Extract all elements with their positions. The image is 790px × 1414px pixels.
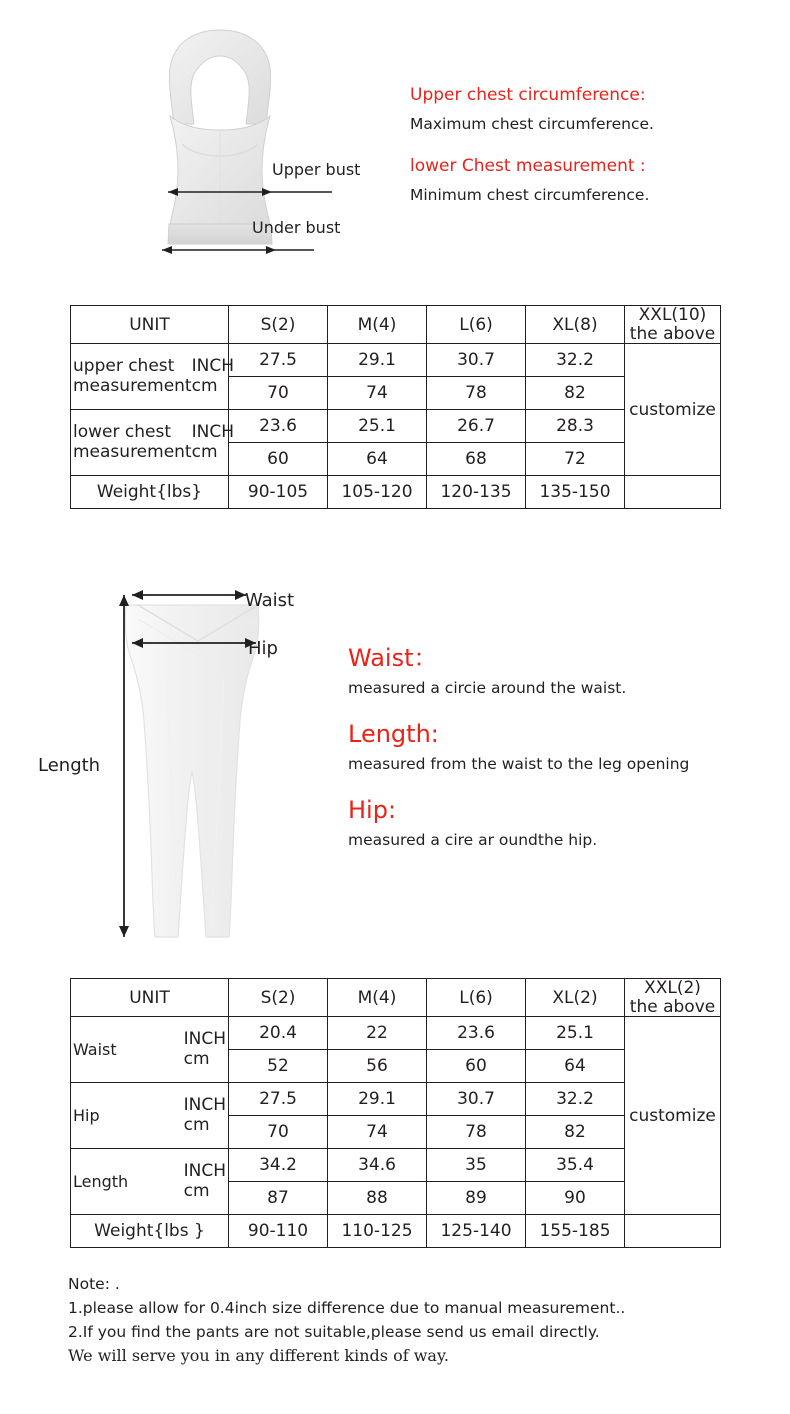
bottom-size-table [70,978,721,1248]
length-unit-cm: cm [183,1180,210,1201]
row-label-lower-chest [71,410,234,476]
upper-chest-label-sub: measurement [73,375,192,396]
waist-cm-xl: 64 [526,1050,625,1083]
col-header-xxl-bottom [625,979,721,1017]
top-size-table [70,305,721,509]
length-label-main: Length [73,1171,129,1191]
upper-bust-label: Upper bust [272,160,361,179]
weight-l-bottom: 125-140 [427,1215,526,1248]
upper-chest-inch-s: 27.5 [229,344,328,377]
lower-chest-cm-l: 68 [427,443,526,476]
col-header-l: L(6) [427,306,526,344]
weight-xxl-top-empty [625,476,721,509]
row-label-upper-chest [71,344,234,410]
length-unit-inch: INCH [183,1161,226,1182]
lower-chest-body: Minimum chest circumference. [410,186,650,205]
note-heading: Note: . [68,1275,120,1293]
table-row [71,476,721,509]
length-cm-xl: 90 [526,1182,625,1215]
length-cm-l: 89 [427,1182,526,1215]
table-row [71,410,721,443]
lower-chest-inch-xl: 28.3 [526,410,625,443]
table-row [71,979,721,1017]
under-bust-arrow [162,246,314,254]
lower-chest-label-sub: measurement [73,441,192,462]
unit-header: UNIT [71,306,229,344]
upper-chest-cm-xl: 82 [526,377,625,410]
waist-body: measured a circie around the waist. [348,678,627,697]
table-row [71,344,721,377]
sports-bra-illustration [70,20,370,280]
hip-cm-xl: 82 [526,1116,625,1149]
lower-chest-unit-inch: INCH [191,422,234,443]
lower-chest-inch-s: 23.6 [229,410,328,443]
table-row [71,1017,721,1050]
length-label: Length [38,755,101,776]
hip-cm-s: 70 [229,1116,328,1149]
lower-chest-cm-m: 64 [328,443,427,476]
table-row [71,1215,721,1248]
xxl-line2: the above [629,323,716,344]
length-body: measured from the waist to the leg opening [348,754,690,773]
table-row [71,1083,721,1116]
xxl-line1-bottom: XXL(2) [644,978,701,998]
customize-cell-bottom: customize [625,1017,721,1215]
col-header-m-bottom: M(4) [328,979,427,1017]
xxl-line1: XXL(10) [638,305,707,325]
upper-chest-unit-inch: INCH [191,356,234,377]
upper-chest-cm-s: 70 [229,377,328,410]
hip-label-main: Hip [73,1105,100,1125]
waist-cm-l: 60 [427,1050,526,1083]
waist-unit-inch: INCH [183,1029,226,1050]
weight-label-top: Weight{lbs} [71,476,229,509]
row-label-waist [71,1017,229,1083]
upper-chest-unit-cm: cm [191,375,218,396]
col-header-l-bottom: L(6) [427,979,526,1017]
col-header-xl: XL(8) [526,306,625,344]
chest-measurement-instructions [410,85,770,205]
weight-s-top: 90-105 [229,476,328,509]
waist-inch-l: 23.6 [427,1017,526,1050]
waist-cm-s: 52 [229,1050,328,1083]
row-label-length [71,1149,229,1215]
hip-unit-cm: cm [183,1114,210,1135]
under-bust-label: Under bust [252,218,341,237]
hip-unit-inch: INCH [183,1095,226,1116]
leggings-measurement-instructions [348,645,778,850]
lower-chest-cm-s: 60 [229,443,328,476]
hip-body: measured a cire ar oundthe hip. [348,830,598,849]
weight-xl-bottom: 155-185 [526,1215,625,1248]
col-header-xxl [625,306,721,344]
xxl-line2-bottom: the above [629,996,716,1017]
upper-chest-inch-l: 30.7 [427,344,526,377]
lower-chest-label-main: lower chest [73,422,171,443]
lower-chest-inch-l: 26.7 [427,410,526,443]
waist-inch-s: 20.4 [229,1017,328,1050]
upper-chest-inch-m: 29.1 [328,344,427,377]
col-header-s: S(2) [229,306,328,344]
length-inch-xl: 35.4 [526,1149,625,1182]
col-header-m: M(4) [328,306,427,344]
weight-s-bottom: 90-110 [229,1215,328,1248]
upper-chest-cm-m: 74 [328,377,427,410]
waist-label: Waist [245,590,295,611]
col-header-s-bottom: S(2) [229,979,328,1017]
upper-chest-body: Maximum chest circumference. [410,115,654,134]
waist-unit-cm: cm [183,1048,210,1069]
waist-label-main: Waist [73,1039,117,1059]
hip-cm-m: 74 [328,1116,427,1149]
note-2: 2.If you find the pants are not suitable,please send us email directly. [68,1323,600,1342]
waist-arrow [132,590,246,600]
note-1: 1.please allow for 0.4inch size difference due to manual measurement.. [68,1299,626,1318]
weight-m-top: 105-120 [328,476,427,509]
upper-chest-cm-l: 78 [427,377,526,410]
sports-bra-svg [70,20,370,280]
upper-chest-label-main: upper chest [73,356,175,377]
weight-l-top: 120-135 [427,476,526,509]
hip-label: Hip [248,638,278,659]
hip-heading: Hip: [348,796,397,825]
table-row [71,1149,721,1182]
lower-chest-unit-cm: cm [191,441,218,462]
weight-m-bottom: 110-125 [328,1215,427,1248]
hip-inch-l: 30.7 [427,1083,526,1116]
lower-chest-heading: lower Chest measurement : [410,155,646,176]
length-cm-s: 87 [229,1182,328,1215]
length-cm-m: 88 [328,1182,427,1215]
upper-chest-heading: Upper chest circumference: [410,85,646,105]
length-inch-s: 34.2 [229,1149,328,1182]
weight-xxl-bottom-empty [625,1215,721,1248]
col-header-xl-bottom: XL(2) [526,979,625,1017]
waist-inch-xl: 25.1 [526,1017,625,1050]
length-heading: Length: [348,720,439,749]
waist-cm-m: 56 [328,1050,427,1083]
hip-inch-xl: 32.2 [526,1083,625,1116]
weight-label-bottom: Weight{lbs } [71,1215,229,1248]
customize-cell-top: customize [625,344,721,476]
row-label-hip [71,1083,229,1149]
length-inch-l: 35 [427,1149,526,1182]
length-inch-m: 34.6 [328,1149,427,1182]
waist-heading: Waist： [348,644,438,672]
unit-header-bottom: UNIT [71,979,229,1017]
waist-inch-m: 22 [328,1017,427,1050]
weight-xl-top: 135-150 [526,476,625,509]
hip-inch-m: 29.1 [328,1083,427,1116]
notes-block [68,1272,768,1369]
lower-chest-inch-m: 25.1 [328,410,427,443]
hip-cm-l: 78 [427,1116,526,1149]
note-3: We will serve you in any different kinds of way. [68,1346,449,1366]
upper-chest-inch-xl: 32.2 [526,344,625,377]
table-row [71,306,721,344]
hip-inch-s: 27.5 [229,1083,328,1116]
lower-chest-cm-xl: 72 [526,443,625,476]
